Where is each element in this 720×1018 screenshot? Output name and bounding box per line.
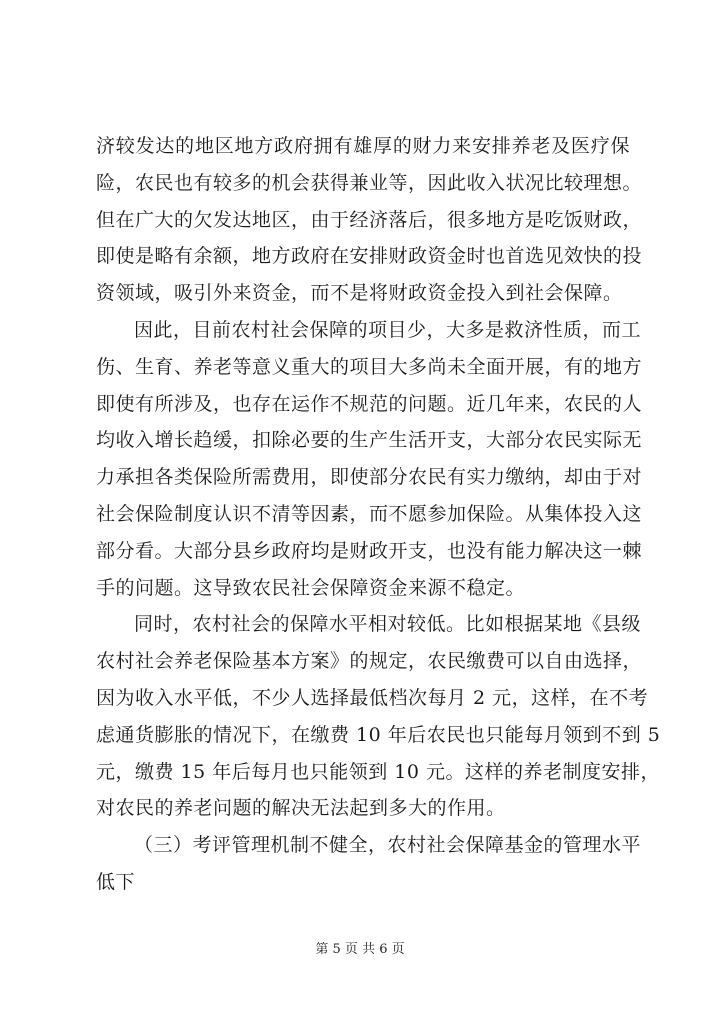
section-heading-line: （三）考评管理机制不健全，农村社会保障基金的管理水平 xyxy=(134,834,642,857)
text-line: 即使是略有余额，地方政府在安排财政资金时也首选见效快的投 xyxy=(96,245,643,268)
paragraph-start-line: 同时，农村社会的保障水平相对较低。比如根据某地《县级 xyxy=(134,613,642,636)
text-line: 即使有所涉及，也存在运作不规范的问题。近几年来，农民的人 xyxy=(96,392,643,415)
text-line: 部分看。大部分县乡政府均是财政开支，也没有能力解决这一棘 xyxy=(96,539,643,562)
text-line: 元，缴费 15 年后每月也只能领到 10 元。这样的养老制度安排， xyxy=(96,760,661,783)
text-line: 险，农民也有较多的机会获得兼业等，因此收入状况比较理想。 xyxy=(96,171,643,194)
text-line: 虑通货膨胀的情况下，在缴费 10 年后农民也只能每月领到不到 5 xyxy=(96,723,661,746)
section-heading-line: 低下 xyxy=(96,870,136,893)
paragraph-start-line: 因此，目前农村社会保障的项目少，大多是救济性质，而工 xyxy=(134,318,642,341)
text-line: 手的问题。这导致农民社会保障资金来源不稳定。 xyxy=(96,576,526,599)
text-line: 伤、生育、养老等意义重大的项目大多尚未全面开展，有的地方 xyxy=(96,355,643,378)
text-line: 资领域，吸引外来资金，而不是将财政资金投入到社会保障。 xyxy=(96,282,623,305)
text-line: 力承担各类保险所需费用，即使部分农民有实力缴纳，却由于对 xyxy=(96,466,643,489)
text-line: 农村社会养老保险基本方案》的规定，农民缴费可以自由选择， xyxy=(96,650,643,673)
text-line: 但在广大的欠发达地区，由于经济落后，很多地方是吃饭财政， xyxy=(96,208,643,231)
body-text xyxy=(96,128,661,901)
text-line: 对农民的养老问题的解决无法起到多大的作用。 xyxy=(96,797,506,820)
text-line: 均收入增长趋缓，扣除必要的生产生活开支，大部分农民实际无 xyxy=(96,429,643,452)
text-line: 济较发达的地区地方政府拥有雄厚的财力来安排养老及医疗保 xyxy=(96,135,630,157)
text-line: 因为收入水平低，不少人选择最低档次每月 2 元，这样，在不考 xyxy=(96,686,649,709)
page-number-footer: 第 5 页 共 6 页 xyxy=(315,942,405,957)
text-line: 社会保险制度认识不清等因素，而不愿参加保险。从集体投入这 xyxy=(96,502,643,525)
